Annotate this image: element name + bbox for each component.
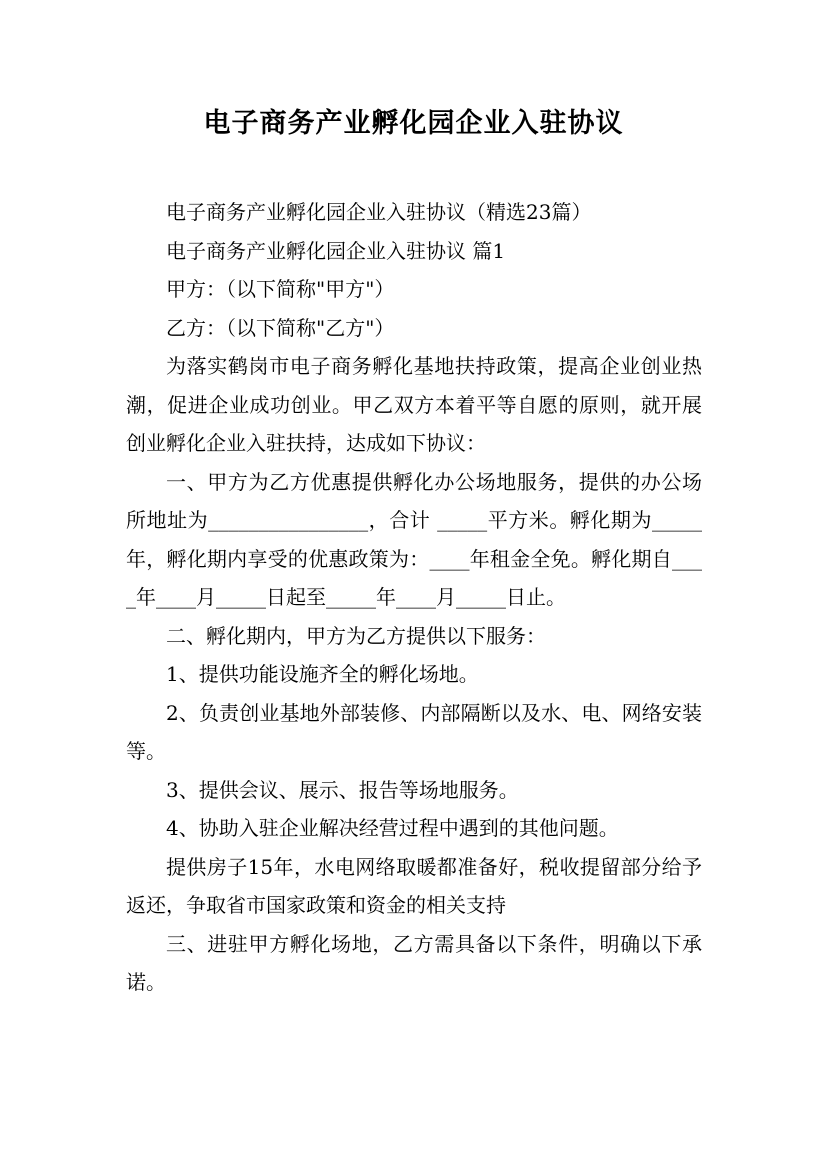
paragraph-preamble: 为落实鹤岗市电子商务孵化基地扶持政策，提高企业创业热潮，促进企业成功创业。甲乙双方本着平等自愿的原则，就开展创业孵化企业入驻扶持，达成如下协议： — [126, 354, 702, 455]
paragraph-clause-2: 二、孵化期内，甲方为乙方提供以下服务： — [166, 623, 546, 648]
document-body — [126, 193, 702, 1002]
paragraph-service-3: 3、提供会议、展示、报告等场地服务。 — [166, 777, 519, 802]
paragraph-subtitle: 电子商务产业孵化园企业入驻协议（精选23篇） — [166, 200, 592, 224]
paragraph-clause-1: 一、甲方为乙方优惠提供孵化办公场地服务，提供的办公场所地址为________________，合计 _____平方米。孵化期为_____年，孵化期内享受的优惠政策为：____年租金全免。孵化期自____年____月_____日起至_____年____月_____日止。 — [126, 469, 702, 609]
paragraph-party-a: 甲方：（以下简称"甲方"） — [166, 277, 395, 301]
paragraph-support: 提供房子15年，水电网络取暖都准备好，税收提留部分给予返还，争取省市国家政策和资金的相关支持 — [126, 854, 702, 917]
paragraph-service-1: 1、提供功能设施齐全的孵化场地。 — [166, 662, 479, 686]
paragraph-service-4: 4、协助入驻企业解决经营过程中遇到的其他问题。 — [166, 816, 619, 840]
document-title: 电子商务产业孵化园企业入驻协议 — [203, 108, 624, 139]
paragraph-party-b: 乙方：（以下简称"乙方"） — [166, 315, 395, 340]
paragraph-section-heading: 电子商务产业孵化园企业入驻协议 篇1 — [166, 238, 506, 263]
paragraph-service-2: 2、负责创业基地外部装修、内部隔断以及水、电、网络安装等。 — [126, 700, 702, 763]
paragraph-clause-3: 三、进驻甲方孵化场地，乙方需具备以下条件，明确以下承诺。 — [126, 931, 702, 994]
